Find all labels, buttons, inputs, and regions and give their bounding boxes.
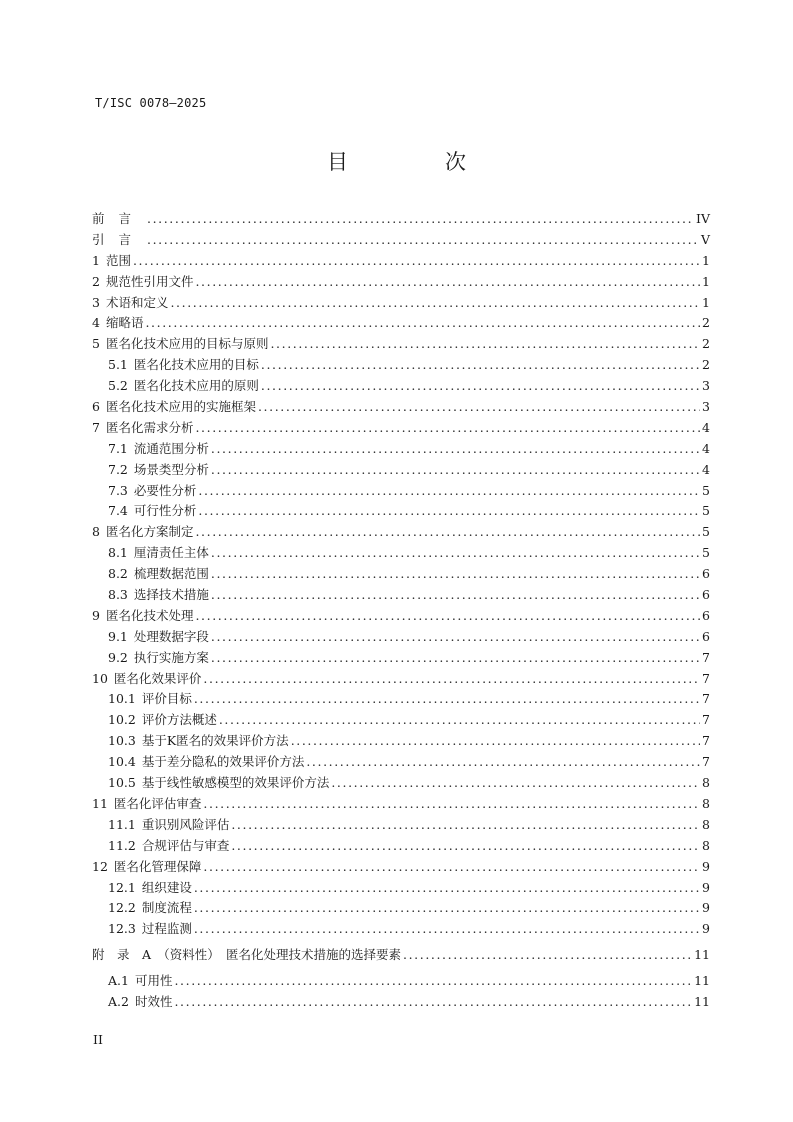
toc-entry-number: 9.2 xyxy=(108,649,128,665)
toc-dot-leader xyxy=(211,441,700,456)
toc-entry-label: 匿名化技术应用的原则 xyxy=(133,378,259,394)
toc-entry-label: 选择技术措施 xyxy=(133,587,209,603)
toc-entry-label: 评价目标 xyxy=(141,691,192,707)
toc-entry[interactable] xyxy=(92,752,710,773)
toc-entry-label: 术语和定义 xyxy=(105,294,169,310)
toc-entry[interactable] xyxy=(92,606,710,627)
toc-entry[interactable] xyxy=(92,355,710,376)
toc-dot-leader xyxy=(306,754,700,769)
toc-entry[interactable] xyxy=(92,293,710,314)
toc-entry-number: 5.2 xyxy=(108,378,128,394)
toc-dot-leader xyxy=(231,838,700,853)
toc-entry[interactable] xyxy=(92,251,710,272)
toc-entry-number: 12.3 xyxy=(108,921,136,937)
toc-entry[interactable] xyxy=(92,564,710,585)
toc-entry-number: 10 xyxy=(92,670,108,686)
toc-entry-label: 匿名化管理保障 xyxy=(113,858,202,874)
toc-entry-page: 3 xyxy=(702,399,710,415)
toc-entry[interactable] xyxy=(92,945,710,966)
toc-dot-leader xyxy=(133,253,700,268)
toc-dot-leader xyxy=(147,232,699,247)
toc-entry-page: 2 xyxy=(702,357,710,373)
toc-entry-label: 匿名化方案制定 xyxy=(105,524,194,540)
toc-entry-label: 组织建设 xyxy=(141,879,192,895)
toc-entry-label: 基于线性敏感模型的效果评价方法 xyxy=(141,775,330,791)
toc-entry-label: 附 录 A （资料性） 匿名化处理技术措施的选择要素 xyxy=(92,947,402,963)
toc-entry-number: 8 xyxy=(92,524,100,540)
toc-dot-leader xyxy=(211,566,700,581)
toc-entry-number: 7.3 xyxy=(108,482,128,498)
toc-entry-label: 匿名化技术应用的实施框架 xyxy=(105,399,256,415)
toc-entry-number: 2 xyxy=(92,273,100,289)
toc-entry[interactable] xyxy=(92,585,710,606)
toc-entry[interactable] xyxy=(92,334,710,355)
toc-entry-number: 4 xyxy=(92,315,100,331)
toc-entry-page: 6 xyxy=(702,587,710,603)
toc-entry[interactable] xyxy=(92,669,710,690)
toc-entry[interactable] xyxy=(92,418,710,439)
toc-entry-label: 匿名化技术处理 xyxy=(105,607,194,623)
toc-dot-leader xyxy=(198,483,700,498)
toc-entry-number: 3 xyxy=(92,294,100,310)
toc-entry-number: 1 xyxy=(92,252,100,268)
toc-entry[interactable] xyxy=(92,815,710,836)
toc-entry-number: 7 xyxy=(92,419,100,435)
toc-dot-leader xyxy=(174,994,692,1009)
toc-entry-label: 基于差分隐私的效果评价方法 xyxy=(141,754,305,770)
toc-entry-label: 必要性分析 xyxy=(133,482,197,498)
toc-entry-number: 12.1 xyxy=(108,879,136,895)
toc-entry-label: 匿名化评估审查 xyxy=(113,795,202,811)
toc-dot-leader xyxy=(258,399,700,414)
toc-dot-leader xyxy=(195,608,700,623)
toc-entry-label: 制度流程 xyxy=(141,900,192,916)
toc-entry-number: 8.2 xyxy=(108,566,128,582)
toc-dot-leader xyxy=(195,274,700,289)
toc-entry-page: 5 xyxy=(702,545,710,561)
toc-entry-label: 流通范围分析 xyxy=(133,440,209,456)
toc-entry-label: 过程监测 xyxy=(141,921,192,937)
document-code: T/ISC 0078—2025 xyxy=(95,96,207,110)
toc-dot-leader xyxy=(211,545,700,560)
toc-entry-label: 缩略语 xyxy=(105,315,144,331)
toc-dot-leader xyxy=(270,336,700,351)
toc-entry[interactable] xyxy=(92,689,710,710)
toc-dot-leader xyxy=(331,775,700,790)
toc-entry-page: 7 xyxy=(702,649,710,665)
toc-entry-page: 7 xyxy=(702,712,710,728)
toc-entry-page: 5 xyxy=(702,482,710,498)
toc-entry[interactable] xyxy=(92,543,710,564)
toc-entry-label: 处理数据字段 xyxy=(133,628,209,644)
toc-entry[interactable] xyxy=(92,919,710,940)
toc-entry-number: 12 xyxy=(92,858,108,874)
toc-entry-page: 6 xyxy=(702,628,710,644)
toc-entry-number: 11.2 xyxy=(108,837,136,853)
toc-entry-page: 6 xyxy=(702,607,710,623)
toc-entry[interactable] xyxy=(92,857,710,878)
toc-entry-page: 8 xyxy=(702,837,710,853)
toc-entry[interactable] xyxy=(92,230,710,251)
toc-dot-leader xyxy=(170,295,700,310)
toc-entry-page: 11 xyxy=(694,993,710,1009)
toc-entry-number: 7.1 xyxy=(108,440,128,456)
toc-entry-number: 9 xyxy=(92,607,100,623)
toc-dot-leader xyxy=(195,524,700,539)
toc-entry-page: 4 xyxy=(702,461,710,477)
toc-dot-leader xyxy=(145,315,700,330)
toc-entry-label: 匿名化需求分析 xyxy=(105,419,194,435)
toc-entry-page: 3 xyxy=(702,378,710,394)
toc-entry-number: 5 xyxy=(92,336,100,352)
toc-entry-number: 7.2 xyxy=(108,461,128,477)
toc-entry-page: 11 xyxy=(694,973,710,989)
toc-dot-leader xyxy=(291,733,700,748)
toc-entry-number: A.1 xyxy=(108,973,129,989)
toc-entry-number: 8.1 xyxy=(108,545,128,561)
toc-dot-leader xyxy=(203,796,700,811)
toc-entry-label: 厘清责任主体 xyxy=(133,545,209,561)
toc-entry[interactable] xyxy=(92,460,710,481)
toc-entry[interactable] xyxy=(92,898,710,919)
toc-entry[interactable] xyxy=(92,627,710,648)
toc-entry[interactable] xyxy=(92,731,710,752)
toc-entry[interactable] xyxy=(92,209,710,230)
toc-entry-page: 1 xyxy=(702,273,710,289)
toc-entry-label: 梳理数据范围 xyxy=(133,566,209,582)
toc-entry-number: 10.5 xyxy=(108,775,136,791)
toc-entry-page: IV xyxy=(696,211,710,226)
toc-entry-page: 8 xyxy=(702,795,710,811)
toc-dot-leader xyxy=(261,357,700,372)
toc-entry[interactable] xyxy=(92,313,710,334)
toc-entry[interactable] xyxy=(92,648,710,669)
toc-dot-leader xyxy=(231,817,700,832)
toc-dot-leader xyxy=(219,712,700,727)
toc-entry-page: 9 xyxy=(702,900,710,916)
toc-entry[interactable] xyxy=(92,397,710,418)
toc-dot-leader xyxy=(174,973,692,988)
toc-entry-label: 匿名化效果评价 xyxy=(113,670,202,686)
toc-entry-label: 评价方法概述 xyxy=(141,712,217,728)
toc-entry-page: 11 xyxy=(694,947,710,963)
toc-entry-label: 时效性 xyxy=(134,993,173,1009)
toc-title: 目 次 xyxy=(327,150,504,174)
toc-entry-label: 可行性分析 xyxy=(133,503,197,519)
toc-dot-leader xyxy=(147,211,694,226)
toc-dot-leader xyxy=(194,921,700,936)
toc-entry[interactable] xyxy=(92,376,710,397)
toc-dot-leader xyxy=(198,503,700,518)
toc-entry-page: 2 xyxy=(702,315,710,331)
toc-dot-leader xyxy=(203,671,700,686)
page-number: II xyxy=(93,1032,103,1047)
toc-entry[interactable] xyxy=(92,794,710,815)
toc-dot-leader xyxy=(211,587,700,602)
toc-entry-page: 4 xyxy=(702,440,710,456)
toc-entry-page: 2 xyxy=(702,336,710,352)
toc-entry-number: 7.4 xyxy=(108,503,128,519)
toc-dot-leader xyxy=(195,420,700,435)
toc-entry[interactable] xyxy=(92,773,710,794)
toc-entry-page: 8 xyxy=(702,816,710,832)
toc-entry-number: 10.1 xyxy=(108,691,136,707)
toc-dot-leader xyxy=(211,629,700,644)
toc-entry-number: 10.4 xyxy=(108,754,136,770)
toc-entry-number: 8.3 xyxy=(108,587,128,603)
toc-entry-page: 7 xyxy=(702,691,710,707)
toc-entry-number: 6 xyxy=(92,399,100,415)
toc-entry-number: 11.1 xyxy=(108,816,136,832)
toc-entry-page: 9 xyxy=(702,921,710,937)
toc-dot-leader xyxy=(194,691,700,706)
toc-entry-label: 可用性 xyxy=(134,973,173,989)
toc-entry-label: 执行实施方案 xyxy=(133,649,209,665)
toc-entry-page: 5 xyxy=(702,524,710,540)
toc-entry-number: 5.1 xyxy=(108,357,128,373)
toc-dot-leader xyxy=(211,650,700,665)
toc-entry-page: 8 xyxy=(702,775,710,791)
toc-entry-page: 7 xyxy=(702,670,710,686)
toc-entry-number: 11 xyxy=(92,795,108,811)
toc-entry-number: 10.3 xyxy=(108,733,136,749)
toc-entry-page: 1 xyxy=(702,252,710,268)
toc-entry[interactable] xyxy=(92,439,710,460)
table-of-contents xyxy=(92,209,710,1013)
toc-entry-page: 6 xyxy=(702,566,710,582)
toc-entry-label: 规范性引用文件 xyxy=(105,273,194,289)
toc-entry-page: 7 xyxy=(702,754,710,770)
toc-entry[interactable] xyxy=(92,836,710,857)
toc-entry[interactable] xyxy=(92,710,710,731)
toc-entry[interactable] xyxy=(92,522,710,543)
toc-entry-number: 12.2 xyxy=(108,900,136,916)
toc-entry-page: V xyxy=(700,231,710,247)
toc-entry[interactable] xyxy=(92,992,710,1013)
toc-entry-page: 4 xyxy=(702,419,710,435)
toc-entry-label: 合规评估与审查 xyxy=(141,837,230,853)
toc-entry-number: 9.1 xyxy=(108,628,128,644)
toc-entry-page: 1 xyxy=(702,294,710,310)
toc-entry[interactable] xyxy=(92,878,710,899)
toc-entry-label: 匿名化技术应用的目标与原则 xyxy=(105,336,269,352)
toc-entry[interactable] xyxy=(92,501,710,522)
toc-entry-page: 5 xyxy=(702,503,710,519)
toc-entry-number: A.2 xyxy=(108,993,129,1009)
toc-entry-label: 场景类型分析 xyxy=(133,461,209,477)
toc-dot-leader xyxy=(194,880,700,895)
toc-entry-number: 10.2 xyxy=(108,712,136,728)
toc-entry-page: 9 xyxy=(702,879,710,895)
toc-entry-page: 9 xyxy=(702,858,710,874)
toc-entry-page: 7 xyxy=(702,733,710,749)
toc-dot-leader xyxy=(194,900,700,915)
toc-dot-leader xyxy=(203,859,700,874)
toc-entry-label: 引言 xyxy=(92,231,146,247)
toc-dot-leader xyxy=(403,947,692,962)
toc-entry[interactable] xyxy=(92,481,710,502)
toc-dot-leader xyxy=(211,462,700,477)
toc-dot-leader xyxy=(261,378,700,393)
toc-entry-label: 基于K匿名的效果评价方法 xyxy=(141,733,289,749)
toc-entry-label: 重识别风险评估 xyxy=(141,816,230,832)
toc-entry-label: 范围 xyxy=(105,252,131,268)
toc-entry[interactable] xyxy=(92,272,710,293)
toc-entry-label: 前言 xyxy=(92,211,146,226)
toc-entry-label: 匿名化技术应用的目标 xyxy=(133,357,259,373)
toc-entry[interactable] xyxy=(92,971,710,992)
